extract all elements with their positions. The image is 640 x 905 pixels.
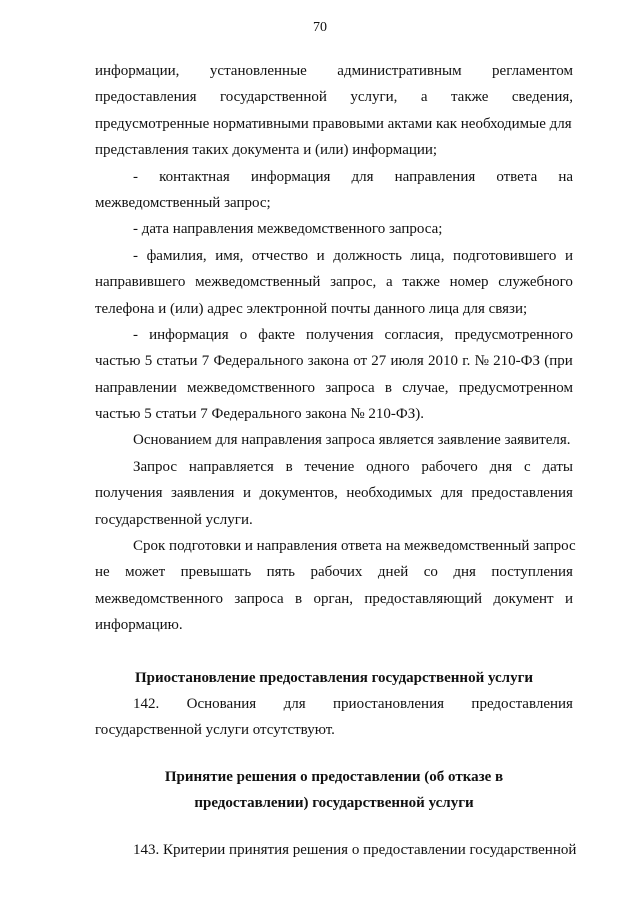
word: 2010 [427, 353, 458, 370]
word: (при [544, 353, 573, 370]
word: Срок подготовки и направления ответа на межведомственный запрос [133, 538, 576, 555]
word: пять [266, 564, 295, 581]
word: услуги, [350, 89, 398, 106]
word: случае, [402, 379, 449, 396]
section-heading [95, 665, 573, 691]
word: Приостановление предоставления государственной услуги [134, 669, 534, 686]
word: административным [337, 63, 462, 79]
section-heading [95, 790, 573, 816]
word: 142. [133, 695, 160, 712]
word: и [564, 247, 573, 264]
word: предоставляющий [364, 590, 483, 607]
word: статьи [156, 353, 198, 370]
word: дней [377, 564, 409, 581]
word: г. [462, 353, 471, 370]
word: 210-ФЗ [493, 353, 541, 370]
word: согласия, [384, 326, 444, 343]
text-line [95, 507, 573, 533]
word: факте [258, 326, 295, 343]
word: частью [95, 353, 141, 370]
word: номер [449, 274, 489, 291]
text-line [95, 691, 573, 717]
word: направлении [95, 379, 177, 396]
word: должность [333, 247, 402, 264]
word: межведомственный [195, 274, 321, 291]
word: предусмотренном [458, 379, 573, 396]
word: 5 [144, 353, 153, 370]
word: информация [250, 168, 331, 185]
word: государственной [219, 89, 327, 106]
word: Федерального [213, 353, 304, 370]
word: дня [489, 458, 513, 475]
word: в [384, 379, 392, 396]
word: также [450, 89, 489, 106]
word: о [239, 326, 248, 343]
word: информация [149, 326, 229, 343]
word: межведомственного [95, 590, 224, 607]
text-line [95, 612, 573, 638]
word: предоставления [471, 485, 573, 502]
word: и [316, 247, 325, 264]
word: для [283, 695, 306, 712]
word: со [423, 564, 438, 581]
text-line [95, 190, 573, 216]
word: предоставления [471, 695, 573, 712]
word: может [125, 564, 166, 581]
text-line [95, 533, 576, 559]
word: запрос, [330, 274, 377, 291]
word: орган, [313, 590, 354, 607]
word: и [242, 485, 251, 502]
word: частью 5 статьи 7 Федерального закона № 210-ФЗ). [95, 406, 425, 423]
word: Принятие решения о предоставлении (об отказе в [164, 768, 504, 785]
word: а [386, 274, 393, 291]
word: № [474, 353, 489, 370]
word: с [523, 458, 531, 475]
document-body [95, 58, 577, 863]
word: государственной услуги отсутствуют. [95, 722, 335, 739]
word: подготовившего [453, 247, 557, 264]
word: - [133, 168, 138, 185]
word: в [285, 458, 293, 475]
word: служебного [498, 274, 573, 291]
word: направления [394, 168, 476, 185]
word: рабочих [310, 564, 363, 581]
word: запроса [234, 590, 284, 607]
word: 7 [201, 353, 210, 370]
word: предусмотренные нормативными правовыми актами как необходимые для [95, 115, 572, 132]
word: имя, [215, 247, 244, 264]
word: - дата направления межведомственного запроса; [133, 221, 443, 238]
word: не [95, 564, 110, 581]
word: документов, [259, 485, 338, 502]
section-spacer [95, 817, 573, 837]
text-line [95, 348, 573, 374]
word: приостановления [333, 695, 445, 712]
text-line [95, 164, 573, 190]
word: получения [306, 326, 374, 343]
word: установленные [209, 63, 307, 79]
text-line [95, 137, 573, 163]
word: даты [542, 458, 573, 475]
word: информацию. [95, 617, 183, 634]
word: контактная [159, 168, 230, 185]
word: фамилия, [146, 247, 207, 264]
text-line [95, 375, 573, 401]
word: течение [304, 458, 355, 475]
word: дня [453, 564, 476, 581]
word: превышать [180, 564, 252, 581]
word: получения [95, 485, 163, 502]
text-line [95, 269, 573, 295]
word: необходимых [346, 485, 433, 502]
text-line [95, 322, 573, 348]
word: документ [493, 590, 554, 607]
text-line [95, 296, 573, 322]
word: - [133, 326, 138, 343]
word: предоставления [95, 89, 197, 106]
word: телефона и (или) адрес электронной почты данного лица для связи; [95, 300, 528, 317]
word: лица, [410, 247, 445, 264]
text-line [95, 427, 573, 453]
word: июля [390, 353, 424, 370]
word: направившего [95, 274, 186, 291]
word: ответа [496, 168, 538, 185]
text-line [95, 559, 573, 585]
word: предоставлении) государственной услуги [194, 795, 474, 812]
text-line [95, 111, 573, 137]
text-line [95, 480, 573, 506]
word: рабочего [421, 458, 478, 475]
section-heading [95, 764, 573, 790]
word: - [133, 247, 138, 264]
word: на [558, 168, 573, 185]
text-line [95, 454, 573, 480]
section-spacer [95, 639, 573, 665]
word: сведения, [511, 89, 573, 106]
word: и [564, 590, 573, 607]
word: межведомственного [187, 379, 316, 396]
word: 27 [371, 353, 387, 370]
page-number: 70 [313, 20, 327, 35]
word: для [351, 168, 374, 185]
word: межведомственный запрос; [95, 194, 271, 211]
word: от [353, 353, 368, 370]
word: направляется [188, 458, 274, 475]
word: представления таких документа и (или) информации; [95, 142, 438, 159]
text-line [95, 84, 573, 110]
word: отчество [251, 247, 309, 264]
word: заявления [170, 485, 235, 502]
text-line [95, 216, 573, 242]
word: одного [366, 458, 410, 475]
word: Основанием для направления запроса является заявление заявителя. [133, 432, 571, 449]
text-line [95, 837, 577, 863]
word: а [420, 89, 428, 106]
word: также [402, 274, 440, 291]
text-line [95, 401, 573, 427]
section-spacer [95, 744, 573, 764]
word: регламентом [492, 63, 573, 79]
word: закона [307, 353, 349, 370]
word: Основания [186, 695, 257, 712]
word: поступления [491, 564, 573, 581]
word: Запрос [133, 458, 178, 475]
word: в [295, 590, 303, 607]
word: для [440, 485, 463, 502]
word: государственной услуги. [95, 511, 253, 528]
word: запроса [325, 379, 375, 396]
word: предусмотренного [454, 326, 573, 343]
word: информации, [95, 63, 180, 79]
text-line [95, 58, 573, 84]
word: 143. Критерии принятия решения о предоставлении государственной [133, 841, 577, 858]
text-line [95, 243, 573, 269]
text-line [95, 586, 573, 612]
text-line [95, 717, 573, 743]
